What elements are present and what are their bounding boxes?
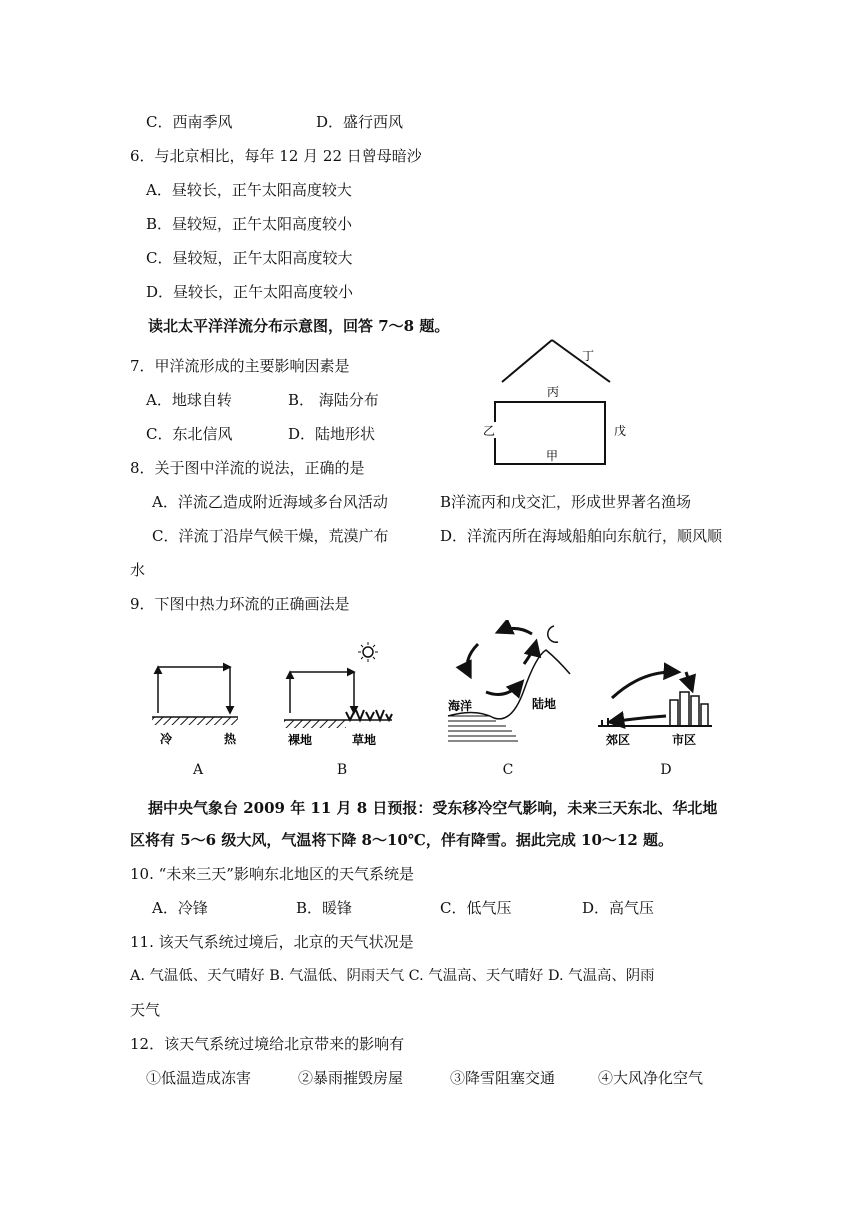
sun-icon [358, 642, 378, 662]
q5-option-c: C．西南季风 [146, 113, 233, 131]
q11-options: A. 气温低、天气晴好 B. 气温低、阴雨天气 C. 气温高、天气晴好 D. 气温高、阴雨 [130, 968, 655, 984]
circulation-figure-c [446, 620, 576, 745]
fig-b-left-label: 裸地 [288, 733, 313, 747]
q7-option-b: B． 海陆分布 [288, 391, 379, 409]
label-bing: 丙 [546, 385, 560, 399]
q12-option-4: ④大风净化空气 [598, 1069, 704, 1087]
moon-icon [548, 626, 558, 642]
q10-option-d: D．高气压 [582, 899, 655, 917]
fig-d-left-label: 郊区 [606, 733, 631, 747]
label-wu: 戊 [613, 424, 627, 438]
fig-b-caption: B [336, 762, 348, 778]
q8-option-c: C．洋流丁沿岸气候干燥，荒漠广布 [152, 527, 389, 545]
intro-7-8: 读北太平洋洋流分布示意图，回答 7～8 题。 [148, 317, 450, 335]
q8-option-b: B洋流丙和戊交汇，形成世界著名渔场 [440, 493, 692, 511]
city-buildings-icon [670, 692, 708, 726]
intro-10-12-line1: 据中央气象台 2009 年 11 月 8 日预报：受东移冷空气影响，未来三天东北、华北地 [148, 799, 718, 817]
q8-option-d-wrap: 水 [130, 561, 146, 579]
q6-option-a: A．昼较长，正午太阳高度较大 [146, 181, 352, 199]
q7-option-d: D．陆地形状 [288, 425, 376, 443]
q5-option-d: D．盛行西风 [316, 113, 404, 131]
q10-option-a: A．冷锋 [152, 899, 208, 917]
q11-options-wrap: 天气 [130, 1001, 161, 1019]
fig-b-right-label: 草地 [352, 733, 377, 747]
circulation-figure-d [598, 650, 713, 750]
fig-c-left-label: 海洋 [448, 699, 473, 713]
intro-10-12-line2: 区将有 5～6 级大风，气温将下降 8～10℃，伴有降雪。据此完成 10～12 题。 [130, 831, 674, 849]
q10-option-b: B．暖锋 [296, 899, 353, 917]
ocean-current-diagram [480, 330, 630, 470]
q6-option-b: B．昼较短，正午太阳高度较小 [146, 215, 353, 233]
q6-option-c: C．昼较短，正午太阳高度较大 [146, 249, 353, 267]
q6-stem: 6．与北京相比，每年 12 月 22 日曾母暗沙 [130, 147, 422, 165]
q12-option-2: ②暴雨摧毁房屋 [298, 1069, 404, 1087]
q12-stem: 12．该天气系统过境给北京带来的影响有 [130, 1035, 405, 1053]
circulation-figure-a [148, 655, 240, 750]
q12-option-1: ①低温造成冻害 [146, 1069, 252, 1087]
label-ding: 丁 [581, 349, 595, 363]
label-yi: 乙 [482, 424, 496, 438]
q7-stem: 7．甲洋流形成的主要影响因素是 [130, 357, 350, 375]
q11-stem: 11. 该天气系统过境后，北京的天气状况是 [130, 933, 414, 951]
fig-a-caption: A [192, 762, 204, 778]
circulation-figure-b [280, 640, 395, 750]
q7-option-a: A．地球自转 [146, 391, 232, 409]
q7-option-c: C．东北信风 [146, 425, 233, 443]
q9-stem: 9．下图中热力环流的正确画法是 [130, 595, 350, 613]
fig-c-right-label: 陆地 [532, 697, 557, 711]
fig-c-caption: C [502, 762, 514, 778]
label-jia: 甲 [545, 449, 559, 463]
q8-option-a: A．洋流乙造成附近海域多台风活动 [152, 493, 388, 511]
q6-option-d: D．昼较长，正午太阳高度较小 [146, 283, 354, 301]
fig-a-right-label: 热 [224, 732, 237, 746]
fig-d-right-label: 市区 [672, 733, 697, 747]
q10-option-c: C．低气压 [440, 899, 512, 917]
fig-a-left-label: 冷 [160, 732, 173, 746]
q8-option-d: D．洋流丙所在海域船舶向东航行，顺风顺 [440, 527, 723, 545]
grass-icon [346, 710, 392, 720]
q12-option-3: ③降雪阻塞交通 [450, 1069, 556, 1087]
q8-stem: 8．关于图中洋流的说法，正确的是 [130, 459, 365, 477]
q10-stem: 10. “未来三天”影响东北地区的天气系统是 [130, 865, 414, 883]
fig-d-caption: D [660, 762, 672, 778]
